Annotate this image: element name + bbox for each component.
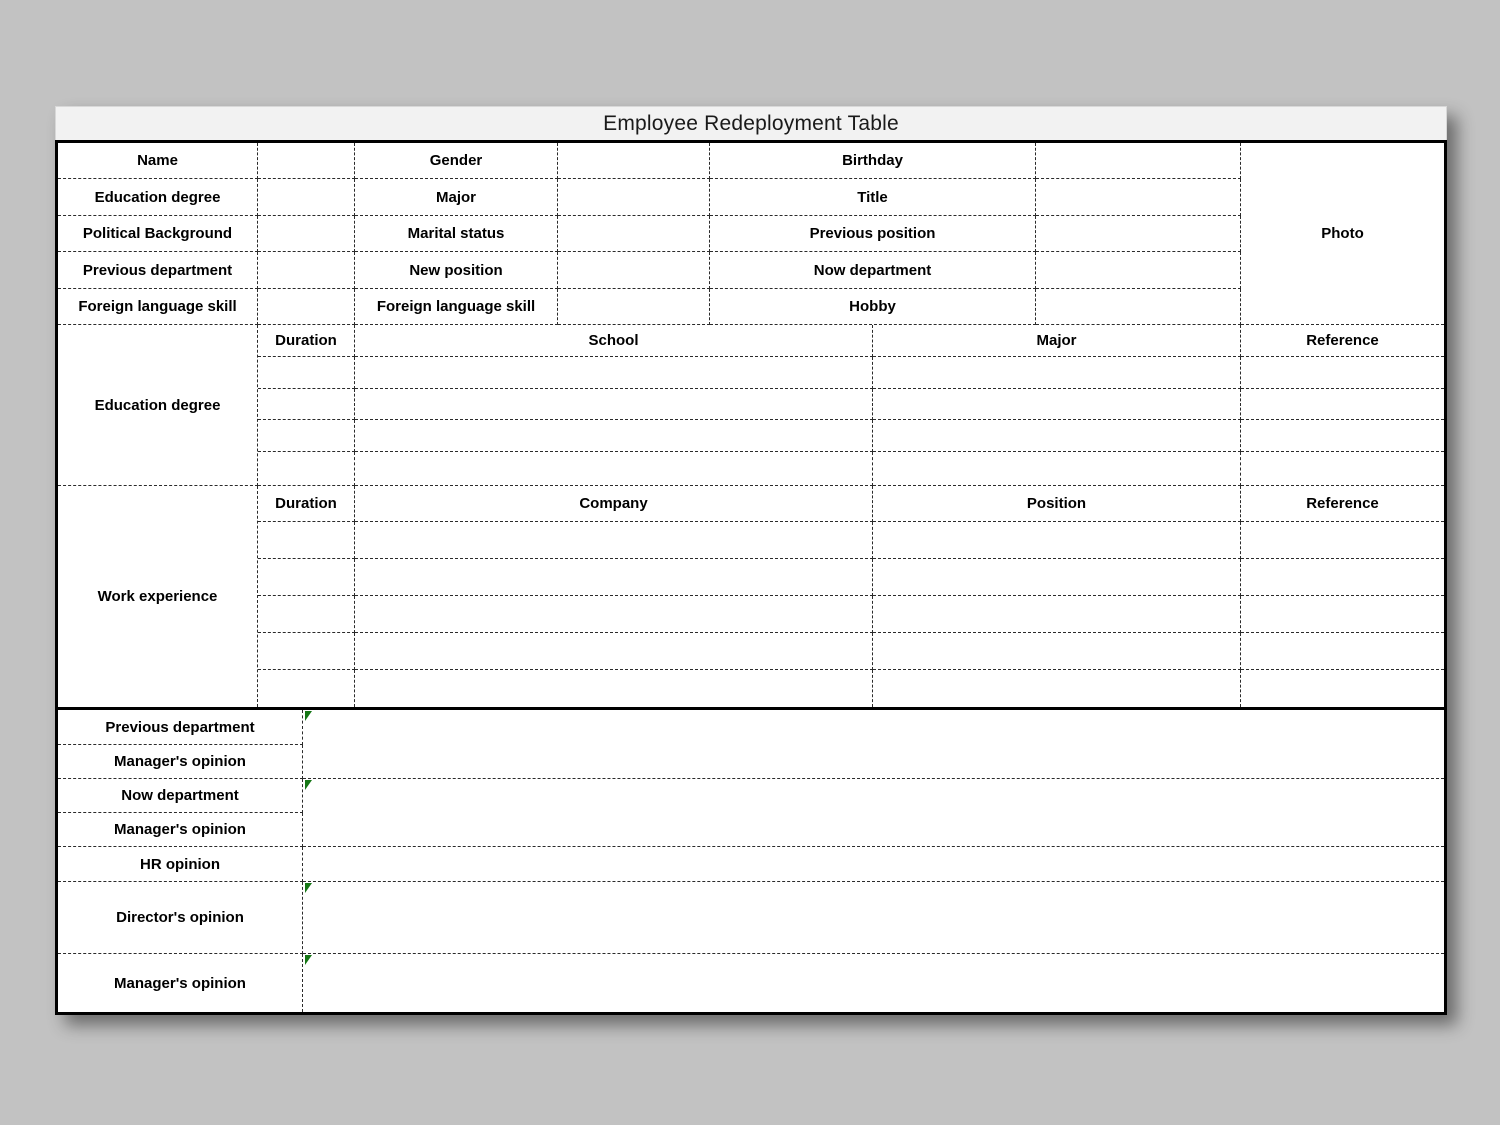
opinion-value-previous-department[interactable]	[303, 710, 1444, 779]
opinion-value-hr-opinion[interactable]	[303, 847, 1444, 882]
work-reference-cell[interactable]	[1241, 633, 1444, 670]
work-position-cell[interactable]	[873, 596, 1241, 633]
value-cell-previous-department[interactable]	[258, 252, 355, 289]
work-reference-cell[interactable]	[1241, 670, 1444, 707]
education-reference-cell[interactable]	[1241, 452, 1444, 486]
opinion-label-now-department: Now department	[58, 779, 303, 813]
work-duration-cell[interactable]	[258, 559, 355, 596]
education-school-cell[interactable]	[355, 420, 873, 452]
work-company-cell[interactable]	[355, 596, 873, 633]
photo-cell[interactable]: Photo	[1241, 143, 1444, 325]
opinion-value-now-department[interactable]	[303, 779, 1444, 847]
opinion-value-directors-opinion[interactable]	[303, 882, 1444, 954]
value-cell-new-position[interactable]	[558, 252, 710, 289]
education-reference-cell[interactable]	[1241, 389, 1444, 420]
education-reference-cell[interactable]	[1241, 357, 1444, 389]
value-cell-hobby[interactable]	[1036, 289, 1241, 325]
row-label-title: Title	[710, 179, 1036, 216]
column-header-duration: Duration	[258, 325, 355, 357]
value-cell-previous-position[interactable]	[1036, 216, 1241, 252]
work-duration-cell[interactable]	[258, 633, 355, 670]
education-section	[58, 325, 1444, 486]
education-duration-cell[interactable]	[258, 420, 355, 452]
column-header-major: Major	[873, 325, 1241, 357]
value-cell-marital-status[interactable]	[558, 216, 710, 252]
opinion-label-previous-department: Previous department	[58, 710, 303, 745]
education-duration-cell[interactable]	[258, 357, 355, 389]
section-label-education-degree: Education degree	[58, 325, 258, 486]
education-school-cell[interactable]	[355, 452, 873, 486]
document-title-bar	[55, 106, 1447, 140]
row-label-birthday: Birthday	[710, 143, 1036, 179]
row-label-now-department: Now department	[710, 252, 1036, 289]
work-reference-cell[interactable]	[1241, 559, 1444, 596]
value-cell-foreign-language-skill-2[interactable]	[558, 289, 710, 325]
column-header-position: Position	[873, 486, 1241, 522]
column-header-company: Company	[355, 486, 873, 522]
education-major-cell[interactable]	[873, 357, 1241, 389]
column-header-reference: Reference	[1241, 486, 1444, 522]
row-label-major: Major	[355, 179, 558, 216]
value-cell-foreign-language-skill[interactable]	[258, 289, 355, 325]
row-label-name: Name	[58, 143, 258, 179]
cell-flag-icon	[305, 780, 312, 790]
education-major-cell[interactable]	[873, 420, 1241, 452]
work-reference-cell[interactable]	[1241, 522, 1444, 559]
row-label-marital-status: Marital status	[355, 216, 558, 252]
education-duration-cell[interactable]	[258, 389, 355, 420]
column-header-reference: Reference	[1241, 325, 1444, 357]
opinion-label-directors-opinion: Director's opinion	[58, 882, 303, 954]
column-header-duration: Duration	[258, 486, 355, 522]
cell-flag-icon	[305, 955, 312, 965]
education-reference-cell[interactable]	[1241, 420, 1444, 452]
value-cell-birthday[interactable]	[1036, 143, 1241, 179]
work-duration-cell[interactable]	[258, 670, 355, 707]
row-label-hobby: Hobby	[710, 289, 1036, 325]
row-label-foreign-language-skill: Foreign language skill	[58, 289, 258, 325]
row-label-previous-position: Previous position	[710, 216, 1036, 252]
opinions-section	[58, 707, 1444, 1012]
opinion-label-managers-opinion-1: Manager's opinion	[58, 745, 303, 779]
work-position-cell[interactable]	[873, 670, 1241, 707]
cell-flag-icon	[305, 883, 312, 893]
work-company-cell[interactable]	[355, 633, 873, 670]
work-experience-section	[58, 486, 1444, 707]
work-position-cell[interactable]	[873, 559, 1241, 596]
value-cell-major[interactable]	[558, 179, 710, 216]
row-label-education-degree: Education degree	[58, 179, 258, 216]
document-page	[55, 106, 1447, 1015]
value-cell-education-degree[interactable]	[258, 179, 355, 216]
work-duration-cell[interactable]	[258, 522, 355, 559]
section-label-work-experience: Work experience	[58, 486, 258, 707]
personal-info-section	[58, 143, 1444, 325]
work-reference-cell[interactable]	[1241, 596, 1444, 633]
row-label-new-position: New position	[355, 252, 558, 289]
opinion-label-hr-opinion: HR opinion	[58, 847, 303, 882]
opinion-value-managers-opinion[interactable]	[303, 954, 1444, 1012]
value-cell-now-department[interactable]	[1036, 252, 1241, 289]
education-duration-cell[interactable]	[258, 452, 355, 486]
opinion-label-managers-opinion-2: Manager's opinion	[58, 813, 303, 847]
value-cell-title[interactable]	[1036, 179, 1241, 216]
work-company-cell[interactable]	[355, 559, 873, 596]
work-position-cell[interactable]	[873, 522, 1241, 559]
education-school-cell[interactable]	[355, 389, 873, 420]
value-cell-name[interactable]	[258, 143, 355, 179]
row-label-previous-department: Previous department	[58, 252, 258, 289]
work-duration-cell[interactable]	[258, 596, 355, 633]
work-company-cell[interactable]	[355, 670, 873, 707]
row-label-political-background: Political Background	[58, 216, 258, 252]
page-title: Employee Redeployment Table	[603, 111, 899, 135]
work-position-cell[interactable]	[873, 633, 1241, 670]
column-header-school: School	[355, 325, 873, 357]
education-major-cell[interactable]	[873, 389, 1241, 420]
opinion-label-managers-opinion-3: Manager's opinion	[58, 954, 303, 1012]
cell-flag-icon	[305, 711, 312, 721]
row-label-gender: Gender	[355, 143, 558, 179]
value-cell-political-background[interactable]	[258, 216, 355, 252]
value-cell-gender[interactable]	[558, 143, 710, 179]
row-label-foreign-language-skill-2: Foreign language skill	[355, 289, 558, 325]
education-major-cell[interactable]	[873, 452, 1241, 486]
work-company-cell[interactable]	[355, 522, 873, 559]
education-school-cell[interactable]	[355, 357, 873, 389]
employee-table	[55, 140, 1447, 1015]
